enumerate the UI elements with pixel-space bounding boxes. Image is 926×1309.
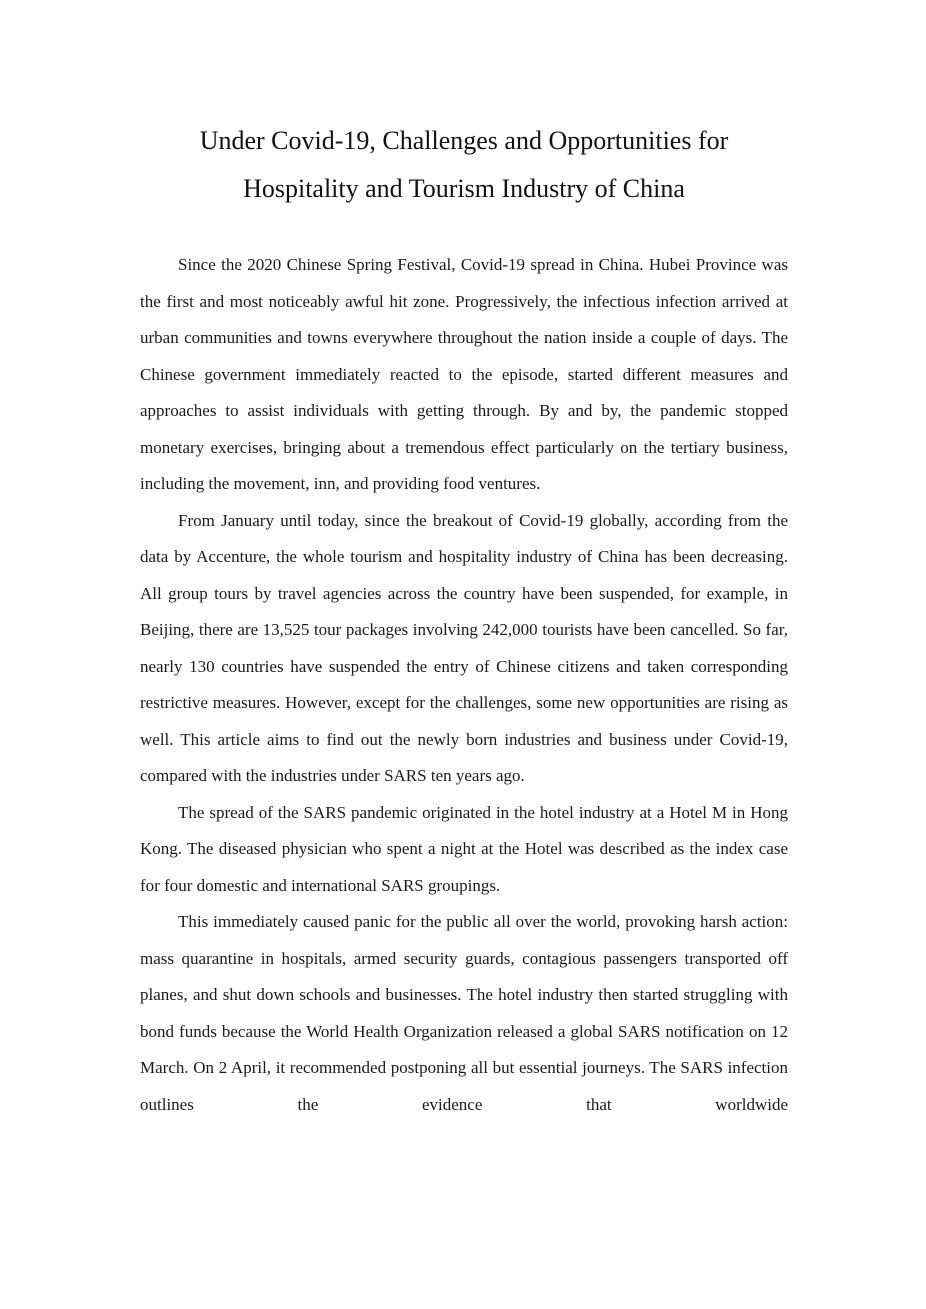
paragraph-4: This immediately caused panic for the public all over the world, provoking harsh action: mass quarantine in hospitals, armed security guards, contagious passengers transported off planes, and shut down schools and businesses. The hotel industry then started struggling with bond funds because the World Health Organization released a global SARS notification on 12 March. On 2 April, it recommended postponing all but essential journeys. The SARS infection outlines the evidence that worldwide: [140, 912, 788, 1114]
paragraph-2: From January until today, since the breakout of Covid-19 globally, according from the data by Accenture, the whole tourism and hospitality industry of China has been decreasing. All group tours by travel agencies across the country have been suspended, for example, in Beijing, there are 13,525 tour packages involving 242,000 tourists have been cancelled. So far, nearly 130 countries have suspended the entry of Chinese citizens and taken corresponding restrictive measures. However, except for the challenges, some new opportunities are rising as well. This article aims to find out the newly born industries and business under Covid-19, compared with the industries under SARS ten years ago.: [140, 510, 788, 785]
document-body: [140, 247, 788, 1123]
paragraph-3: The spread of the SARS pandemic originated in the hotel industry at a Hotel M in Hong Kong. The diseased physician who spent a night at the Hotel was described as the index case for four domestic and international SARS groupings.: [140, 802, 788, 895]
document-title: [140, 117, 788, 213]
title-line-2: Hospitality and Tourism Industry of China: [243, 174, 685, 203]
title-line-1: Under Covid-19, Challenges and Opportunities for: [199, 126, 729, 155]
paragraph-1: Since the 2020 Chinese Spring Festival, Covid-19 spread in China. Hubei Province was the first and most noticeably awful hit zone. Progressively, the infectious infection arrived at urban communities and towns everywhere throughout the nation inside a couple of days. The Chinese government immediately reacted to the episode, started different measures and approaches to assist individuals with getting through. By and by, the pandemic stopped monetary exercises, bringing about a tremendous effect particularly on the tertiary business, including the movement, inn, and providing food ventures.: [140, 255, 788, 493]
